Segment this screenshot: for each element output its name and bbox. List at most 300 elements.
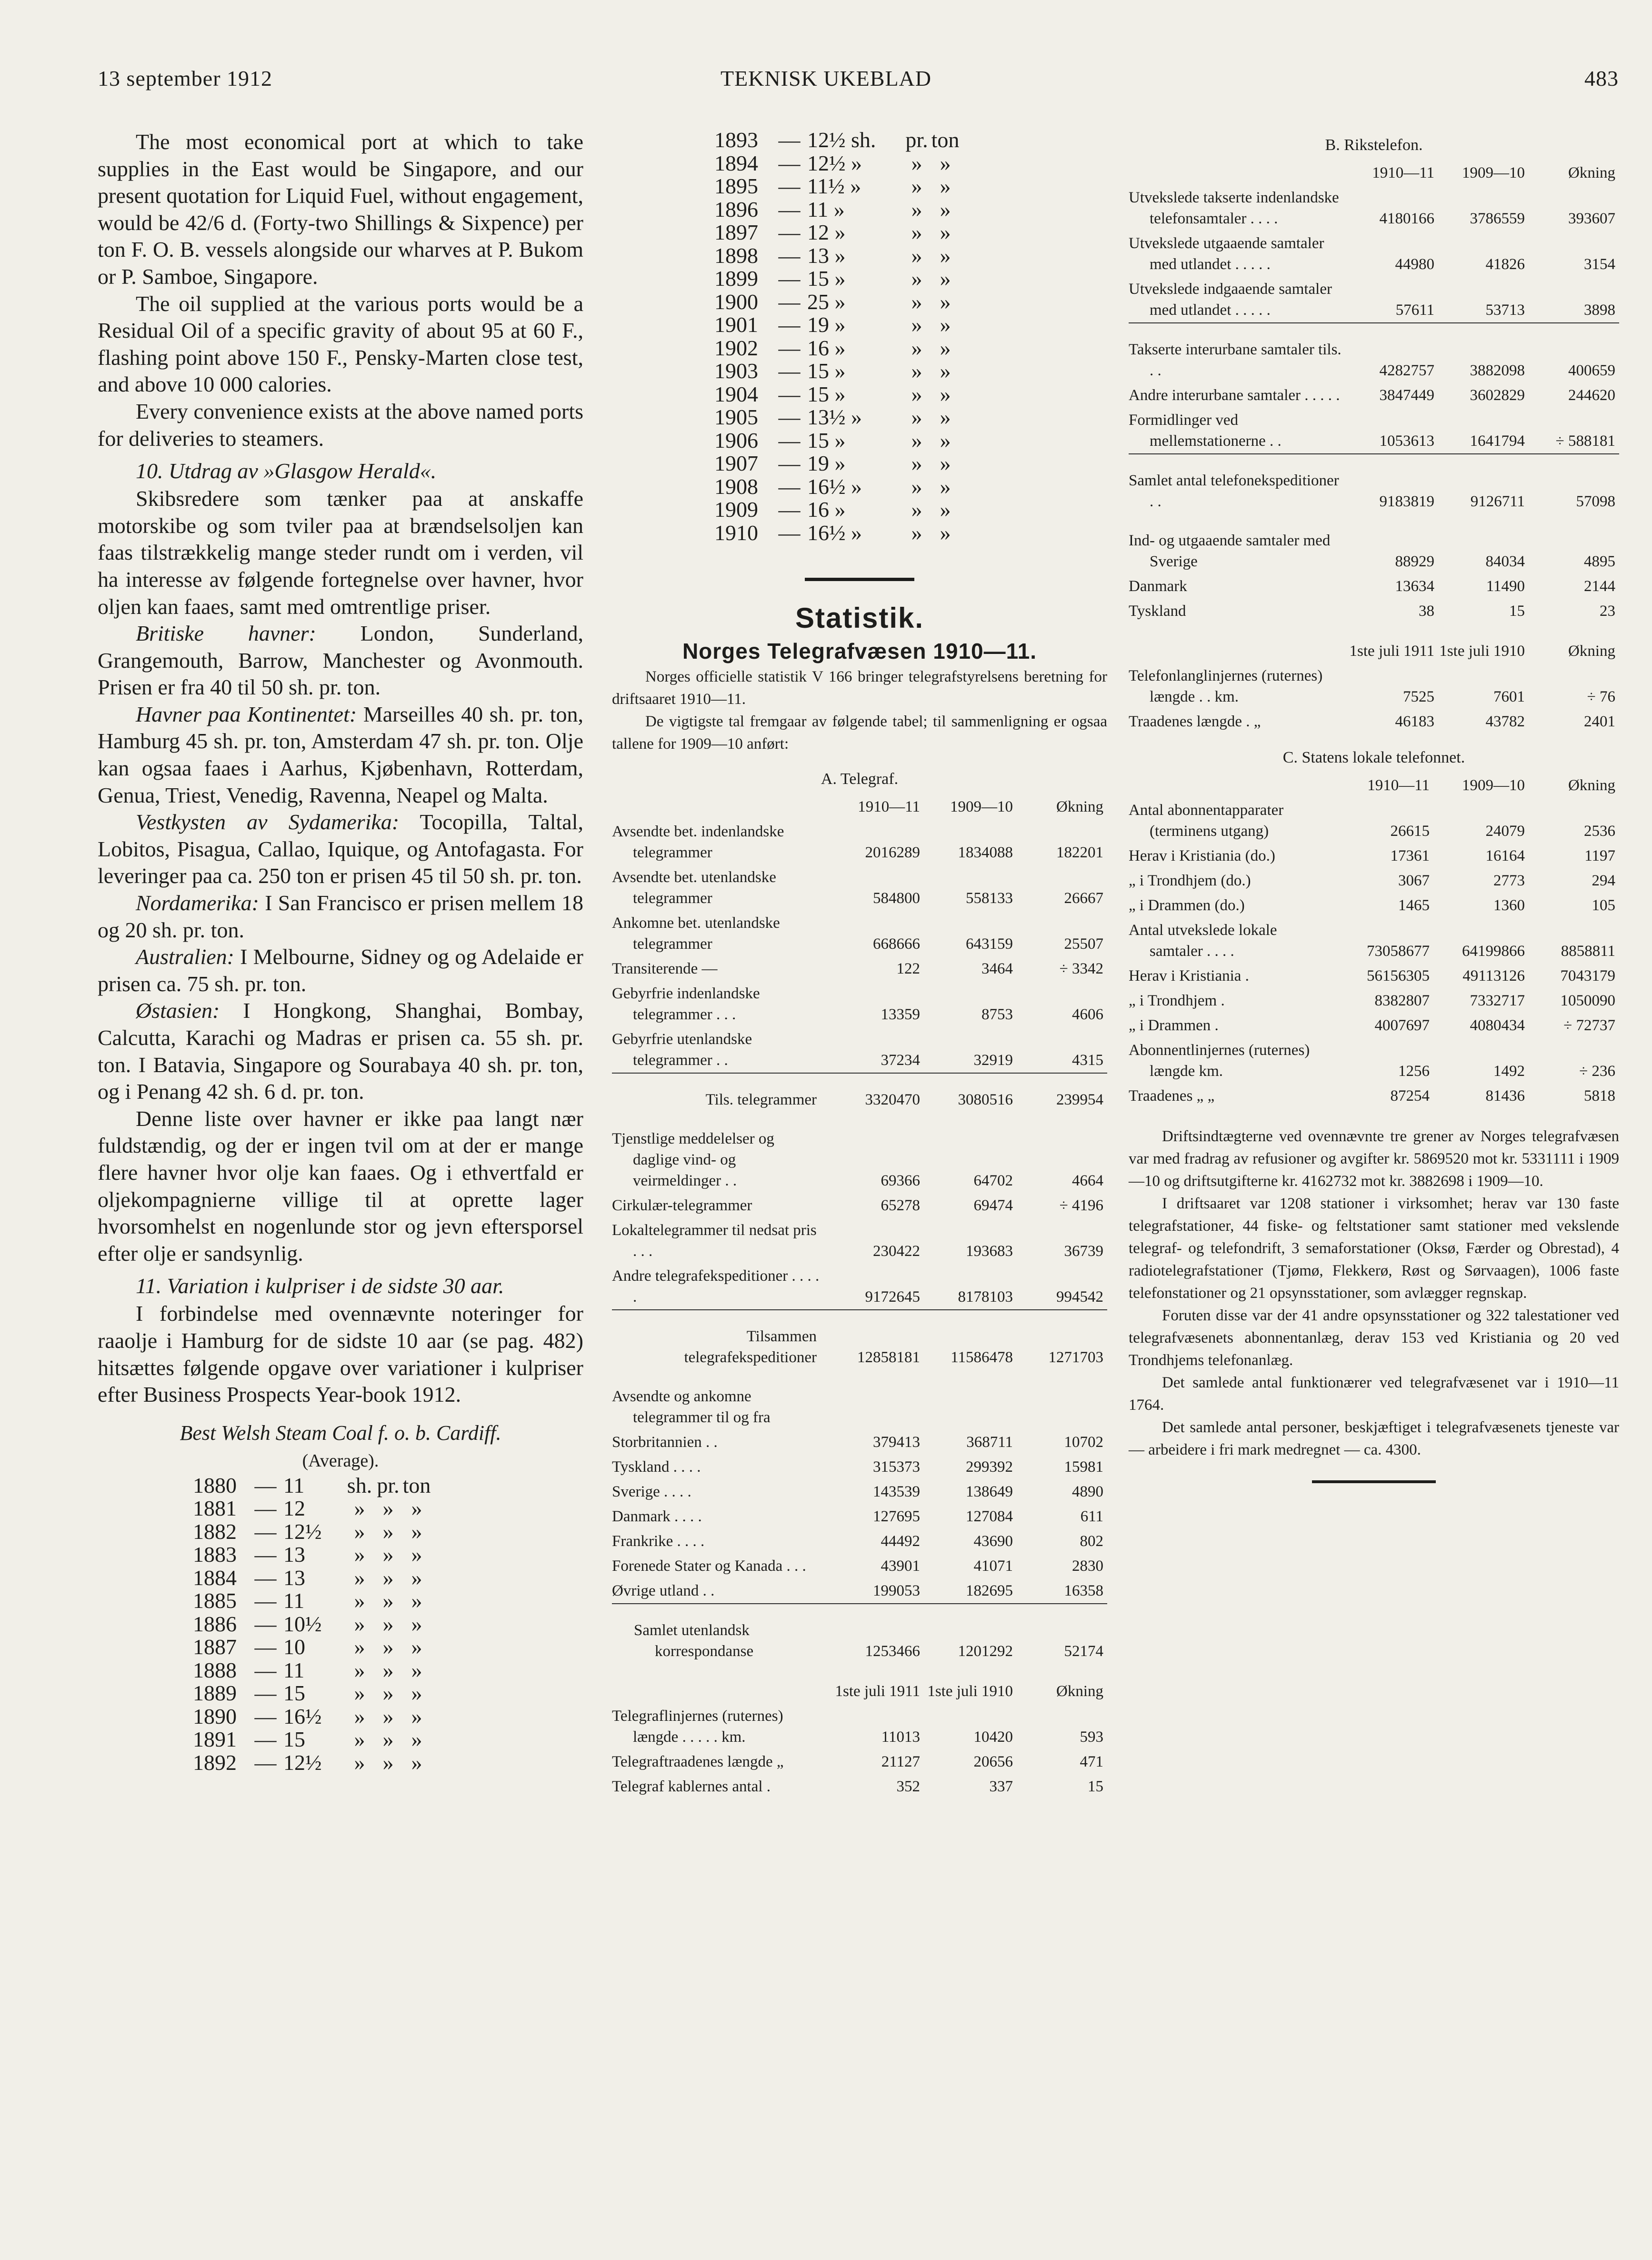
unit: » <box>411 1565 422 1590</box>
value-increase: 15981 <box>1064 1458 1103 1476</box>
table-row <box>1129 599 1619 623</box>
paragraph <box>98 944 583 997</box>
value-previous: 84034 <box>1485 553 1525 570</box>
row-label: Telefonlanglinjernes (ruternes) længde . . km. <box>1129 667 1323 705</box>
page-number: 483 <box>1584 66 1619 90</box>
year: 1905 <box>714 405 758 429</box>
region-label: Nordamerika: <box>136 891 259 915</box>
value-current: 44492 <box>881 1533 920 1550</box>
value-increase: ÷ 76 <box>1587 688 1615 705</box>
section-heading: 11. Variation i kulpriser i de sidste 30 aar. <box>136 1274 504 1298</box>
table-header-row <box>1129 772 1619 798</box>
value-current: 88929 <box>1395 553 1434 570</box>
unit: » <box>911 359 922 383</box>
value-current: 57611 <box>1395 301 1434 319</box>
price: 12 » <box>807 220 846 244</box>
value-previous: 64702 <box>973 1172 1013 1189</box>
table-row <box>612 1384 1107 1430</box>
unit: » <box>911 497 922 522</box>
paragraph: The most economical port at which to take supplies in the East would be Singapore, and our present quotation for Liquid Fuel, without engagement, would be 42/6 d. (Forty-two Shillings & Sixpence) per ton F. O. B. vessels alongside our wharves at P. Bukom or P. Samboe, Singapore. <box>98 130 583 289</box>
value-increase: 36739 <box>1064 1243 1103 1260</box>
value-increase: 593 <box>1080 1728 1103 1746</box>
table-row <box>612 1578 1107 1604</box>
value-current: 2016289 <box>865 844 920 861</box>
row-label: Andre telegrafekspeditioner . . . . . <box>612 1267 820 1306</box>
unit: » <box>940 474 951 499</box>
paragraph <box>98 997 583 1105</box>
value-current: 87254 <box>1390 1087 1430 1105</box>
page-date: 13 september 1912 <box>98 66 273 90</box>
table-row <box>612 1218 1107 1264</box>
unit: » <box>940 220 951 244</box>
value-increase: 16358 <box>1064 1582 1103 1599</box>
unit: » <box>911 382 922 406</box>
coal-price-row <box>193 1474 583 1497</box>
telegraph-table <box>612 794 1107 1799</box>
value-increase: 52174 <box>1064 1643 1103 1660</box>
spacer-cell <box>612 1664 1107 1678</box>
price: 12 <box>283 1496 305 1521</box>
unit: » <box>382 1635 394 1659</box>
paragraph: Driftsindtægterne ved ovennævnte tre grener av Norges telegrafvæsen var med fradrag av refusioner og avgifter kr. 5869520 mot kr. 5331111 i 1909—10 og driftsutgifterne kr. 4162732 mot kr. 3882698 i 1909—10. <box>1129 1128 1619 1190</box>
row-label: Danmark . . . . <box>612 1508 702 1525</box>
year: 1894 <box>714 151 758 175</box>
dash: — <box>254 1473 277 1497</box>
dash: — <box>254 1542 277 1567</box>
table-row <box>612 1027 1107 1073</box>
col-header: 1909—10 <box>1462 777 1525 794</box>
coal-price-row <box>193 1682 583 1705</box>
row-label: Cirkulær-telegrammer <box>612 1197 752 1214</box>
unit: » <box>411 1750 422 1775</box>
row-label: Gebyrfrie utenlandske telegrammer . . <box>612 1031 752 1069</box>
unit: » <box>940 266 951 291</box>
divider <box>805 578 914 581</box>
section-c-heading: C. Statens lokale telefonnet. <box>1282 749 1465 766</box>
value-increase: 15 <box>1088 1778 1103 1795</box>
region-text: I Hongkong, Shanghai, Bombay, Calcutta, Karachi og Madras er prisen ca. 55 sh. pr. ton. I Batavia, Singapore og Sourabaya 40 sh. pr. ton, og i Penang 42 sh. 6 d. pr. ton. <box>98 998 583 1104</box>
coal-price-row <box>193 1520 583 1544</box>
table-row <box>1129 964 1619 988</box>
year: 1896 <box>714 197 758 221</box>
price: 15 » <box>807 382 846 406</box>
table-header-row <box>1129 160 1619 185</box>
row-label: Utvekslede indgaaende samtaler med utlandet . . . . . <box>1129 281 1332 319</box>
value-increase: 182201 <box>1056 844 1103 861</box>
row-label: Antal utvekslede lokale samtaler . . . . <box>1129 922 1277 960</box>
value-previous: 1641794 <box>1470 432 1525 450</box>
region-text: Tocopilla, Taltal, Lobitos, Pisagua, Callao, Iquique, og Antofagasta. For leveringer paa ca. 250 ton er prisen 45 til 50 sh. pr. ton. <box>98 810 583 888</box>
region-label: Havner paa Kontinentet: <box>136 702 357 726</box>
value-current: 127695 <box>873 1508 920 1525</box>
value-increase: 5818 <box>1584 1087 1615 1105</box>
value-previous: 20656 <box>973 1753 1013 1770</box>
price: 19 » <box>807 312 846 337</box>
value-increase: 471 <box>1080 1753 1103 1770</box>
spacer <box>612 1073 1107 1087</box>
table-row <box>612 1504 1107 1529</box>
value-current: 73058677 <box>1367 943 1430 960</box>
year: 1908 <box>714 474 758 499</box>
region-label: Østasien: <box>136 998 220 1023</box>
value-previous: 337 <box>989 1778 1013 1795</box>
unit: » <box>911 451 922 475</box>
value-increase: 244620 <box>1568 387 1615 404</box>
value-previous: 643159 <box>966 935 1013 953</box>
value-increase: ÷ 4196 <box>1059 1197 1103 1214</box>
unit: sh. <box>347 1473 372 1497</box>
unit: » <box>354 1519 365 1544</box>
value-current: 9183819 <box>1379 493 1434 510</box>
value-previous: 1492 <box>1493 1063 1525 1080</box>
paragraph: Foruten disse var der 41 andre opsynsstationer og 322 talestationer ved telegrafvæsenets abonnentanlæg, derav 153 ved Kristiania og 20 ved Trondhjems telefonanlæg. <box>1129 1307 1619 1369</box>
value-current: 199053 <box>873 1582 920 1599</box>
value-increase: 25507 <box>1064 935 1103 953</box>
unit: » <box>940 312 951 337</box>
table-row <box>1129 408 1619 454</box>
value-previous: 9126711 <box>1470 493 1525 510</box>
unit: » <box>411 1542 422 1567</box>
price: 13½ » <box>807 405 862 429</box>
spacer <box>612 1370 1107 1384</box>
spacer-cell <box>612 1370 1107 1384</box>
table-row <box>612 911 1107 956</box>
unit: » <box>354 1635 365 1659</box>
value-current: 3847449 <box>1379 387 1434 404</box>
unit: » <box>382 1750 394 1775</box>
table-row <box>1129 528 1619 574</box>
price: 13 <box>283 1565 305 1590</box>
blank <box>1017 1384 1107 1430</box>
value-current: 1465 <box>1398 897 1430 914</box>
value-previous: 11586478 <box>951 1349 1013 1366</box>
value-previous: 7601 <box>1493 688 1525 705</box>
blank <box>826 1384 924 1430</box>
dash: — <box>254 1704 277 1728</box>
row-label: Tilsammen telegrafekspeditioner <box>684 1328 817 1366</box>
value-previous: 69474 <box>973 1197 1013 1214</box>
table-row <box>1129 277 1619 323</box>
year: 1881 <box>193 1496 237 1521</box>
price: 12½ <box>283 1750 322 1775</box>
dash: — <box>254 1496 277 1521</box>
paragraph: Skibsredere som tænker paa at anskaffe motorskibe og som tviler paa at brændselsoljen kan faas tilstrækkelig mange steder rundt om i verden, vil ha interesse av følgende fortegnelse over havner, hvor oljen kan faaes, samt med omtrentlige priser. <box>98 486 583 619</box>
row-label: Takserte interurbane samtaler tils. . . <box>1129 341 1342 379</box>
row-label: Abonnentlinjernes (ruternes) længde km. <box>1129 1042 1310 1080</box>
price: 13 » <box>807 243 846 268</box>
table-row <box>612 1529 1107 1554</box>
value-previous: 1360 <box>1493 897 1525 914</box>
unit: » <box>411 1611 422 1636</box>
unit: » <box>382 1611 394 1636</box>
value-current: 3067 <box>1398 872 1430 889</box>
unit: » <box>382 1588 394 1613</box>
coal-price-row <box>714 383 1107 406</box>
dash: — <box>254 1565 277 1590</box>
value-previous: 53713 <box>1485 301 1525 319</box>
value-current: 21127 <box>881 1753 920 1770</box>
unit: » <box>940 359 951 383</box>
column-left <box>98 129 583 1774</box>
coal-price-list <box>98 1474 583 1775</box>
dash: — <box>778 474 801 499</box>
value-current: 4180166 <box>1379 210 1434 227</box>
row-label: Ind- og utgaaende samtaler med Sverige <box>1129 532 1331 570</box>
value-previous: 64199866 <box>1462 943 1525 960</box>
journal-title: TEKNISK UKEBLAD <box>720 66 931 90</box>
dash: — <box>254 1750 277 1775</box>
row-label: „ i Trondhjem . <box>1129 992 1225 1009</box>
value-increase: 57098 <box>1576 493 1615 510</box>
row-label: Herav i Kristiania . <box>1129 967 1249 984</box>
coal-price-row <box>193 1728 583 1751</box>
value-previous: 127084 <box>966 1508 1013 1525</box>
coal-price-row <box>193 1705 583 1728</box>
value-current: 352 <box>896 1778 920 1795</box>
blank <box>1129 772 1333 798</box>
price: 19 » <box>807 451 846 475</box>
value-current: 44980 <box>1395 256 1434 273</box>
row-label: Antal abonnentapparater (terminens utgang) <box>1129 802 1284 840</box>
year: 1880 <box>193 1473 237 1497</box>
row-label: Traadenes „ „ <box>1129 1087 1215 1105</box>
value-increase: 400659 <box>1568 362 1615 379</box>
year: 1900 <box>714 289 758 314</box>
spacer <box>1129 514 1619 528</box>
dash: — <box>254 1611 277 1636</box>
value-increase: 23 <box>1600 603 1615 620</box>
dash: — <box>778 243 801 268</box>
column-middle <box>612 129 1107 1799</box>
dash: — <box>254 1681 277 1706</box>
value-current: 4282757 <box>1379 362 1434 379</box>
col-header: 1ste juli 1910 <box>1439 643 1525 660</box>
unit: » <box>911 520 922 545</box>
divider <box>1312 1480 1436 1483</box>
row-label: Avsendte bet. indenlandske telegrammer <box>612 823 784 861</box>
value-current: 56156305 <box>1367 967 1430 984</box>
year: 1907 <box>714 451 758 475</box>
coal-price-row <box>193 1751 583 1775</box>
dash: — <box>778 151 801 175</box>
value-current: 122 <box>896 960 920 977</box>
unit: » <box>940 520 951 545</box>
unit: ton <box>402 1473 431 1497</box>
region-label: Britiske havner: <box>136 621 316 646</box>
dash: — <box>778 520 801 545</box>
spacer <box>1129 323 1619 337</box>
value-previous: 3464 <box>981 960 1013 977</box>
unit: » <box>911 335 922 360</box>
unit: » <box>354 1611 365 1636</box>
value-previous: 7332717 <box>1470 992 1525 1009</box>
table-row <box>1129 798 1619 844</box>
col-header: 1910—11 <box>1372 164 1434 181</box>
col-header: 1909—10 <box>1462 164 1525 181</box>
row-label: Tils. telegrammer <box>705 1091 817 1108</box>
value-increase: 105 <box>1592 897 1615 914</box>
year: 1889 <box>193 1681 237 1706</box>
table-row <box>1129 1084 1619 1108</box>
coal-price-row <box>714 244 1107 268</box>
coal-price-row <box>714 129 1107 152</box>
row-label: „ i Drammen . <box>1129 1017 1219 1034</box>
coal-price-row <box>714 406 1107 429</box>
unit: » <box>911 405 922 429</box>
table-row <box>612 1554 1107 1578</box>
unit: » <box>354 1657 365 1682</box>
price: 16½ » <box>807 520 862 545</box>
unit: » <box>354 1750 365 1775</box>
dash: — <box>778 128 801 152</box>
price: 11 <box>283 1588 305 1613</box>
spacer-cell <box>612 1112 1107 1126</box>
col-header: 1910—11 <box>858 798 920 815</box>
unit: » <box>382 1657 394 1682</box>
spacer-cell <box>612 1604 1107 1618</box>
unit: » <box>411 1657 422 1682</box>
region-text: I San Francisco er prisen mellem 18 og 20 sh. pr. ton. <box>98 891 583 942</box>
coal-price-row <box>714 475 1107 499</box>
row-label: Herav i Kristiania (do.) <box>1129 847 1275 864</box>
price: 12½ <box>283 1519 322 1544</box>
price: 15 <box>283 1727 305 1752</box>
value-current: 12858181 <box>857 1349 920 1366</box>
year: 1898 <box>714 243 758 268</box>
region-label: Vestkysten av Sydamerika: <box>136 810 400 834</box>
price: 11½ » <box>807 174 861 198</box>
value-current: 17361 <box>1390 847 1430 864</box>
paragraph: Det samlede antal personer, beskjæftiget i telegrafvæsenets tjeneste var — arbeidere i fri mark medregnet — ca. 4300. <box>1129 1419 1619 1458</box>
article-title: Norges Telegrafvæsen 1910—11. <box>682 639 1037 663</box>
region-label: Australien: <box>136 944 234 969</box>
unit: » <box>354 1681 365 1706</box>
unit: » <box>940 428 951 452</box>
value-increase: 2144 <box>1584 578 1615 595</box>
value-increase: 26667 <box>1064 890 1103 907</box>
value-previous: 15 <box>1509 603 1525 620</box>
row-label: Telegraflinjernes (ruternes) længde . . . . . km. <box>612 1708 783 1746</box>
value-increase: 611 <box>1080 1508 1103 1525</box>
dash: — <box>778 382 801 406</box>
spacer <box>612 1604 1107 1618</box>
row-label: Tyskland . . . . <box>612 1458 701 1476</box>
coal-price-row <box>193 1613 583 1636</box>
coal-price-row <box>193 1497 583 1520</box>
dash: — <box>778 266 801 291</box>
table-row <box>612 1479 1107 1504</box>
spacer-cell <box>1129 454 1619 468</box>
row-label: Øvrige utland . . <box>612 1582 715 1599</box>
column-right <box>1129 131 1619 1483</box>
unit: » <box>354 1727 365 1752</box>
unit: » <box>354 1565 365 1590</box>
row-label: „ i Trondhjem (do.) <box>1129 872 1251 889</box>
value-increase: 10702 <box>1064 1434 1103 1451</box>
value-previous: 16164 <box>1485 847 1525 864</box>
unit: » <box>911 312 922 337</box>
unit: » <box>911 151 922 175</box>
unit: » <box>940 151 951 175</box>
value-previous: 24079 <box>1485 823 1525 840</box>
year: 1909 <box>714 497 758 522</box>
price: 15 <box>283 1681 305 1706</box>
table-row <box>1129 918 1619 964</box>
coal-price-row <box>714 313 1107 337</box>
unit: pr. <box>905 128 928 152</box>
table-row <box>1129 709 1619 734</box>
coal-price-row <box>714 152 1107 175</box>
coal-price-row <box>714 175 1107 198</box>
value-previous: 49113126 <box>1462 967 1525 984</box>
value-increase: 4895 <box>1584 553 1615 570</box>
year: 1897 <box>714 220 758 244</box>
value-increase: 4664 <box>1072 1172 1103 1189</box>
coal-price-row <box>714 452 1107 475</box>
value-previous: 2773 <box>1493 872 1525 889</box>
unit: » <box>940 382 951 406</box>
table-row <box>612 956 1107 981</box>
unit: ton <box>931 128 960 152</box>
price: 16½ » <box>807 474 862 499</box>
unit: » <box>911 266 922 291</box>
value-current: 69366 <box>881 1172 920 1189</box>
value-increase: 239954 <box>1056 1091 1103 1108</box>
dash: — <box>254 1727 277 1752</box>
unit: » <box>411 1496 422 1521</box>
row-label: Formidlinger ved mellemstationerne . . <box>1129 412 1282 450</box>
coal-price-list-continued <box>612 129 1107 544</box>
dash: — <box>778 451 801 475</box>
unit: » <box>911 428 922 452</box>
year: 1895 <box>714 174 758 198</box>
unit: » <box>382 1681 394 1706</box>
unit: pr. <box>377 1473 400 1497</box>
value-increase: ÷ 3342 <box>1059 960 1103 977</box>
dash: — <box>778 289 801 314</box>
row-label: „ i Drammen (do.) <box>1129 897 1245 914</box>
table-row <box>1129 337 1619 383</box>
paragraph <box>98 620 583 701</box>
paragraph: The oil supplied at the various ports would be a Residual Oil of a specific gravity of about 95 at 60 F., flashing point above 150 F., Pensky-Marten close test, and above 10 000 calories. <box>98 291 583 397</box>
price: 10½ <box>283 1611 322 1636</box>
value-increase: 7043179 <box>1560 967 1615 984</box>
col-header: Økning <box>1568 643 1615 660</box>
col-header: Økning <box>1568 777 1615 794</box>
row-label: Ankomne bet. utenlandske telegrammer <box>612 914 780 953</box>
value-previous: 1201292 <box>958 1643 1013 1660</box>
table-row <box>1129 231 1619 277</box>
value-increase: 4315 <box>1072 1052 1103 1069</box>
value-previous: 3786559 <box>1470 210 1525 227</box>
telephone-table <box>1129 160 1619 734</box>
value-previous: 193683 <box>966 1243 1013 1260</box>
value-increase: 2401 <box>1584 713 1615 730</box>
spacer-cell <box>1129 514 1619 528</box>
year: 1899 <box>714 266 758 291</box>
col-header: 1ste juli 1911 <box>835 1683 920 1700</box>
row-label: Lokaltelegrammer til nedsat pris . . . <box>612 1222 817 1260</box>
value-previous: 41071 <box>973 1557 1013 1575</box>
value-previous: 4080434 <box>1470 1017 1525 1034</box>
row-label: Samlet antal telefonekspeditioner . . <box>1129 472 1339 510</box>
table-row <box>612 1087 1107 1112</box>
price: 16 » <box>807 497 846 522</box>
dash: — <box>254 1519 277 1544</box>
table-header-row <box>1129 638 1619 663</box>
paragraph: Norges officielle statistik V 166 bringer telegrafstyrelsens beretning for driftsaaret 1910—11. <box>612 668 1107 708</box>
value-increase: 8858811 <box>1561 943 1615 960</box>
